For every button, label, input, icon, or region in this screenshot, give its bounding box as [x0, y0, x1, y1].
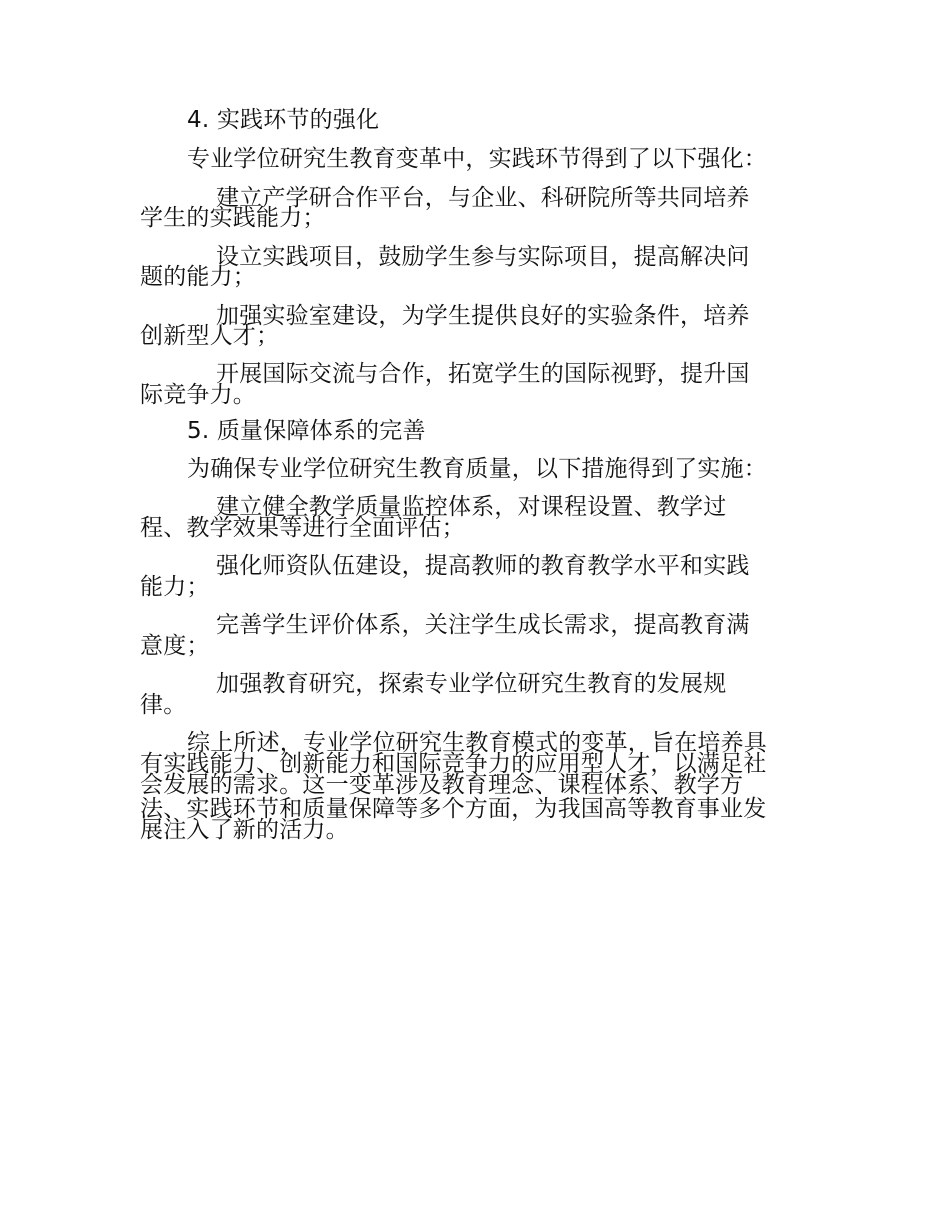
section-5-item-2-line-1: 强化师资队伍建设，提高教师的教育教学水平和实践: [216, 553, 750, 579]
summary-line-1: 综上所述，专业学位研究生教育模式的变革，旨在培养具: [187, 730, 767, 756]
summary-line-4: 法、实践环节和质量保障等多个方面，为我国高等教育事业发: [140, 796, 767, 822]
section-4-item-4-line-1: 开展国际交流与合作，拓宽学生的国际视野，提升国: [216, 361, 750, 387]
section-4-item-1-line-1: 建立产学研合作平台，与企业、科研院所等共同培养: [216, 185, 750, 211]
section-5-item-1-line-1: 建立健全教学质量监控体系，对课程设置、教学过: [216, 494, 727, 520]
section-5-item-4-line-1: 加强教育研究，探索专业学位研究生教育的发展规: [216, 671, 727, 697]
section-4-heading: 4. 实践环节的强化: [187, 107, 380, 133]
section-5-item-2-line-2: 能力；: [140, 574, 210, 600]
section-5-heading: 5. 质量保障体系的完善: [187, 418, 426, 444]
section-4-item-3-line-1: 加强实验室建设，为学生提供良好的实验条件，培养: [216, 303, 750, 329]
section-5-item-3-line-1: 完善学生评价体系，关注学生成长需求，提高教育满: [216, 612, 750, 638]
section-5-item-1-line-2: 程、教学效果等进行全面评估；: [140, 515, 465, 541]
section-5-item-3-line-2: 意度；: [140, 633, 210, 659]
summary-line-2: 有实践能力、创新能力和国际竞争力的应用型人才，以满足社: [140, 751, 767, 777]
section-4-item-4-line-2: 际竞争力。: [140, 382, 256, 408]
section-4-intro: 专业学位研究生教育变革中，实践环节得到了以下强化：: [187, 146, 767, 172]
summary-line-3: 会发展的需求。这一变革涉及教育理念、课程体系、教学方: [140, 772, 744, 798]
section-5-item-4-line-2: 律。: [140, 692, 187, 718]
section-5-intro: 为确保专业学位研究生教育质量，以下措施得到了实施：: [187, 456, 767, 482]
summary-line-5: 展注入了新的活力。: [140, 817, 349, 843]
section-4-item-3-line-2: 创新型人才；: [140, 323, 280, 349]
section-4-item-1-line-2: 学生的实践能力；: [140, 205, 326, 231]
section-4-item-2-line-1: 设立实践项目，鼓励学生参与实际项目，提高解决问: [216, 244, 750, 270]
section-4-item-2-line-2: 题的能力；: [140, 264, 256, 290]
